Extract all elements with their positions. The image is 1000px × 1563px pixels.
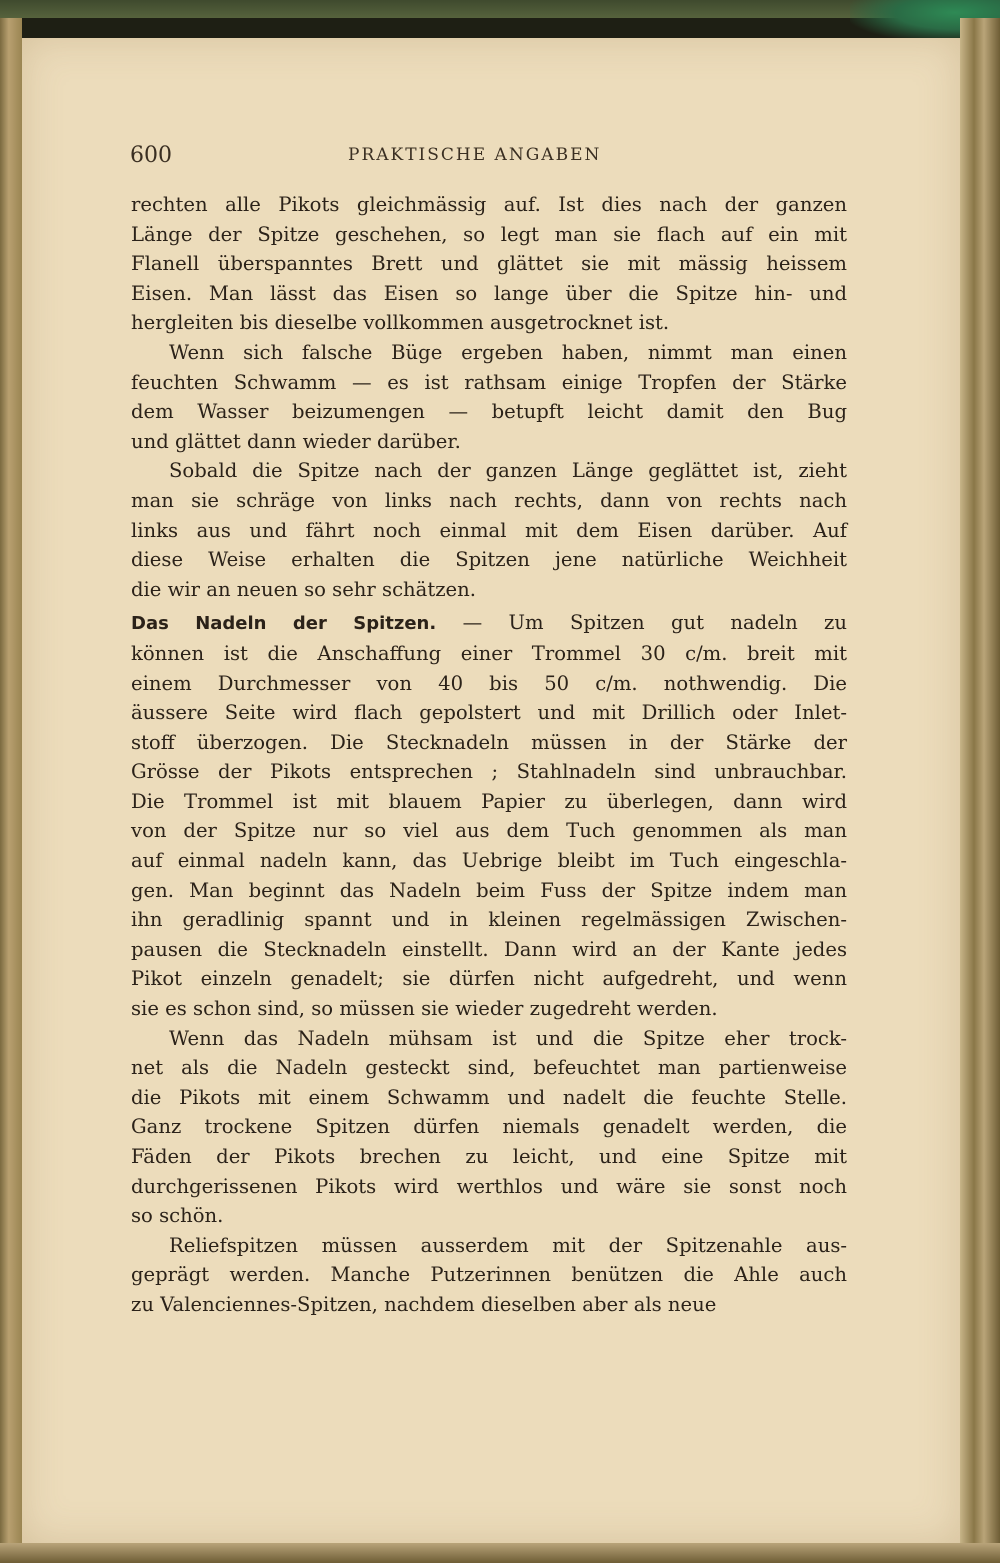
line-text: Reliefspitzen müssen ausserdem mit der Spitzenahle aus- xyxy=(169,1233,847,1257)
line-text: Die Trommel ist mit blauem Papier zu überlegen, dann wird xyxy=(131,789,847,813)
text-line xyxy=(131,757,847,787)
right-page-edges xyxy=(960,18,1000,1563)
line-text: stoff überzogen. Die Stecknadeln müssen in der Stärke der xyxy=(131,730,847,754)
line-text: sie es schon sind, so müssen sie wieder zugedreht werden. xyxy=(131,997,718,1021)
line-text: die Pikots mit einem Schwamm und nadelt die feuchte Stelle. xyxy=(131,1085,847,1109)
text-line xyxy=(131,575,847,605)
line-text: man sie schräge von links nach rechts, dann von rechts nach xyxy=(131,488,847,512)
line-text: die wir an neuen so sehr schätzen. xyxy=(131,577,476,601)
text-line xyxy=(131,1231,847,1261)
text-line xyxy=(131,994,847,1024)
text-line xyxy=(131,935,847,965)
text-line xyxy=(131,368,847,398)
line-text: Fäden der Pikots brechen zu leicht, und eine Spitze mit xyxy=(131,1145,847,1168)
text-line xyxy=(131,698,847,728)
text-line xyxy=(131,846,847,876)
line-text: Wenn das Nadeln mühsam ist und die Spitze eher trock- xyxy=(169,1026,847,1050)
paragraph xyxy=(131,1231,847,1320)
line-text: Pikot einzeln genadelt; sie dürfen nicht aufgedreht, und wenn xyxy=(131,967,847,991)
line-text: Wenn sich falsche Büge ergeben haben, nimmt man einen xyxy=(169,340,847,364)
text-line xyxy=(131,220,847,250)
paragraph xyxy=(131,1024,847,1231)
line-text: Sobald die Spitze nach der ganzen Länge geglättet ist, zieht xyxy=(169,459,847,483)
line-text: pausen die Stecknadeln einstellt. Dann wird an der Kante jedes xyxy=(131,937,847,961)
text-line xyxy=(131,816,847,846)
text-line xyxy=(131,1172,847,1202)
text-line xyxy=(131,190,847,220)
line-text: ihn geradlinig spannt und in kleinen regelmässigen Zwischen- xyxy=(131,908,847,932)
text-line xyxy=(131,279,847,309)
paragraph xyxy=(131,190,847,338)
line-text: auf einmal nadeln kann, das Uebrige bleibt im Tuch eingeschla- xyxy=(131,849,847,873)
paragraph xyxy=(131,338,847,456)
text-line xyxy=(131,308,847,338)
paragraph xyxy=(131,456,847,604)
section-heading: Das Nadeln der Spitzen. xyxy=(131,613,437,635)
line-text: Grösse der Pikots entsprechen ; Stahlnadeln sind unbrauchbar. xyxy=(131,760,847,784)
line-text: so schön. xyxy=(131,1204,224,1228)
text-line xyxy=(131,249,847,279)
line-text: zu Valenciennes-Spitzen, nachdem dieselben aber als neue xyxy=(131,1292,717,1316)
line-text: rechten alle Pikots gleichmässig auf. Ist dies nach der ganzen xyxy=(131,193,847,216)
text-line xyxy=(131,456,847,486)
text-line xyxy=(131,1142,847,1172)
line-text: dem Wasser beizumengen — betupft leicht damit den Bug xyxy=(131,400,847,424)
text-line xyxy=(131,1024,847,1054)
text-line xyxy=(131,1290,847,1320)
page-header xyxy=(130,143,850,173)
text-line xyxy=(131,1201,847,1231)
text-line xyxy=(131,787,847,817)
text-line xyxy=(131,486,847,516)
text-line xyxy=(131,338,847,368)
text-line xyxy=(131,608,847,639)
text-line xyxy=(131,1260,847,1290)
line-text: net als die Nadeln gesteckt sind, befeuchtet man partienweise xyxy=(131,1056,847,1080)
body-text xyxy=(131,190,847,1320)
line-text: links aus und fährt noch einmal mit dem Eisen darüber. Auf xyxy=(131,518,847,542)
text-line xyxy=(131,397,847,427)
text-line xyxy=(131,639,847,669)
bottom-page-edge xyxy=(0,1543,1000,1563)
text-line xyxy=(131,876,847,906)
line-text: feuchten Schwamm — es ist rathsam einige Tropfen der Stärke xyxy=(131,370,847,394)
line-text: äussere Seite wird flach gepolstert und mit Drillich oder Inlet- xyxy=(131,701,847,725)
line-text: diese Weise erhalten die Spitzen jene natürliche Weichheit xyxy=(131,548,847,572)
text-line xyxy=(131,669,847,699)
paragraph xyxy=(131,608,847,1023)
line-text: von der Spitze nur so viel aus dem Tuch genommen als man xyxy=(131,819,847,843)
text-line xyxy=(131,964,847,994)
line-text: Ganz trockene Spitzen dürfen niemals genadelt werden, die xyxy=(131,1115,847,1139)
text-line xyxy=(131,516,847,546)
line-text: einem Durchmesser von 40 bis 50 c/m. nothwendig. Die xyxy=(131,671,847,695)
line-text: gen. Man beginnt das Nadeln beim Fuss der Spitze indem man xyxy=(131,878,847,902)
left-page-edge xyxy=(0,18,22,1563)
line-text: durchgerissenen Pikots wird werthlos und wäre sie sonst noch xyxy=(131,1174,847,1198)
text-line xyxy=(131,545,847,575)
line-text: können ist die Anschaffung einer Trommel 30 c/m. breit mit xyxy=(131,641,847,665)
text-line xyxy=(131,728,847,758)
page-number: 600 xyxy=(130,143,172,168)
line-text: — Um Spitzen gut nadeln zu xyxy=(436,611,847,635)
line-text: Flanell überspanntes Brett und glättet sie mit mässig heissem xyxy=(131,252,847,276)
text-line xyxy=(131,1083,847,1113)
line-text: Eisen. Man lässt das Eisen so lange über die Spitze hin- und xyxy=(131,281,847,305)
line-text: hergleiten bis dieselbe vollkommen ausgetrocknet ist. xyxy=(131,311,670,335)
text-line xyxy=(131,1053,847,1083)
line-text: Länge der Spitze geschehen, so legt man sie flach auf ein mit xyxy=(131,222,847,246)
running-title: PRAKTISCHE ANGABEN xyxy=(348,145,602,165)
text-line xyxy=(131,1112,847,1142)
line-text: geprägt werden. Manche Putzerinnen benützen die Ahle auch xyxy=(131,1263,847,1287)
text-line xyxy=(131,427,847,457)
line-text: und glättet dann wieder darüber. xyxy=(131,429,461,453)
text-line xyxy=(131,905,847,935)
